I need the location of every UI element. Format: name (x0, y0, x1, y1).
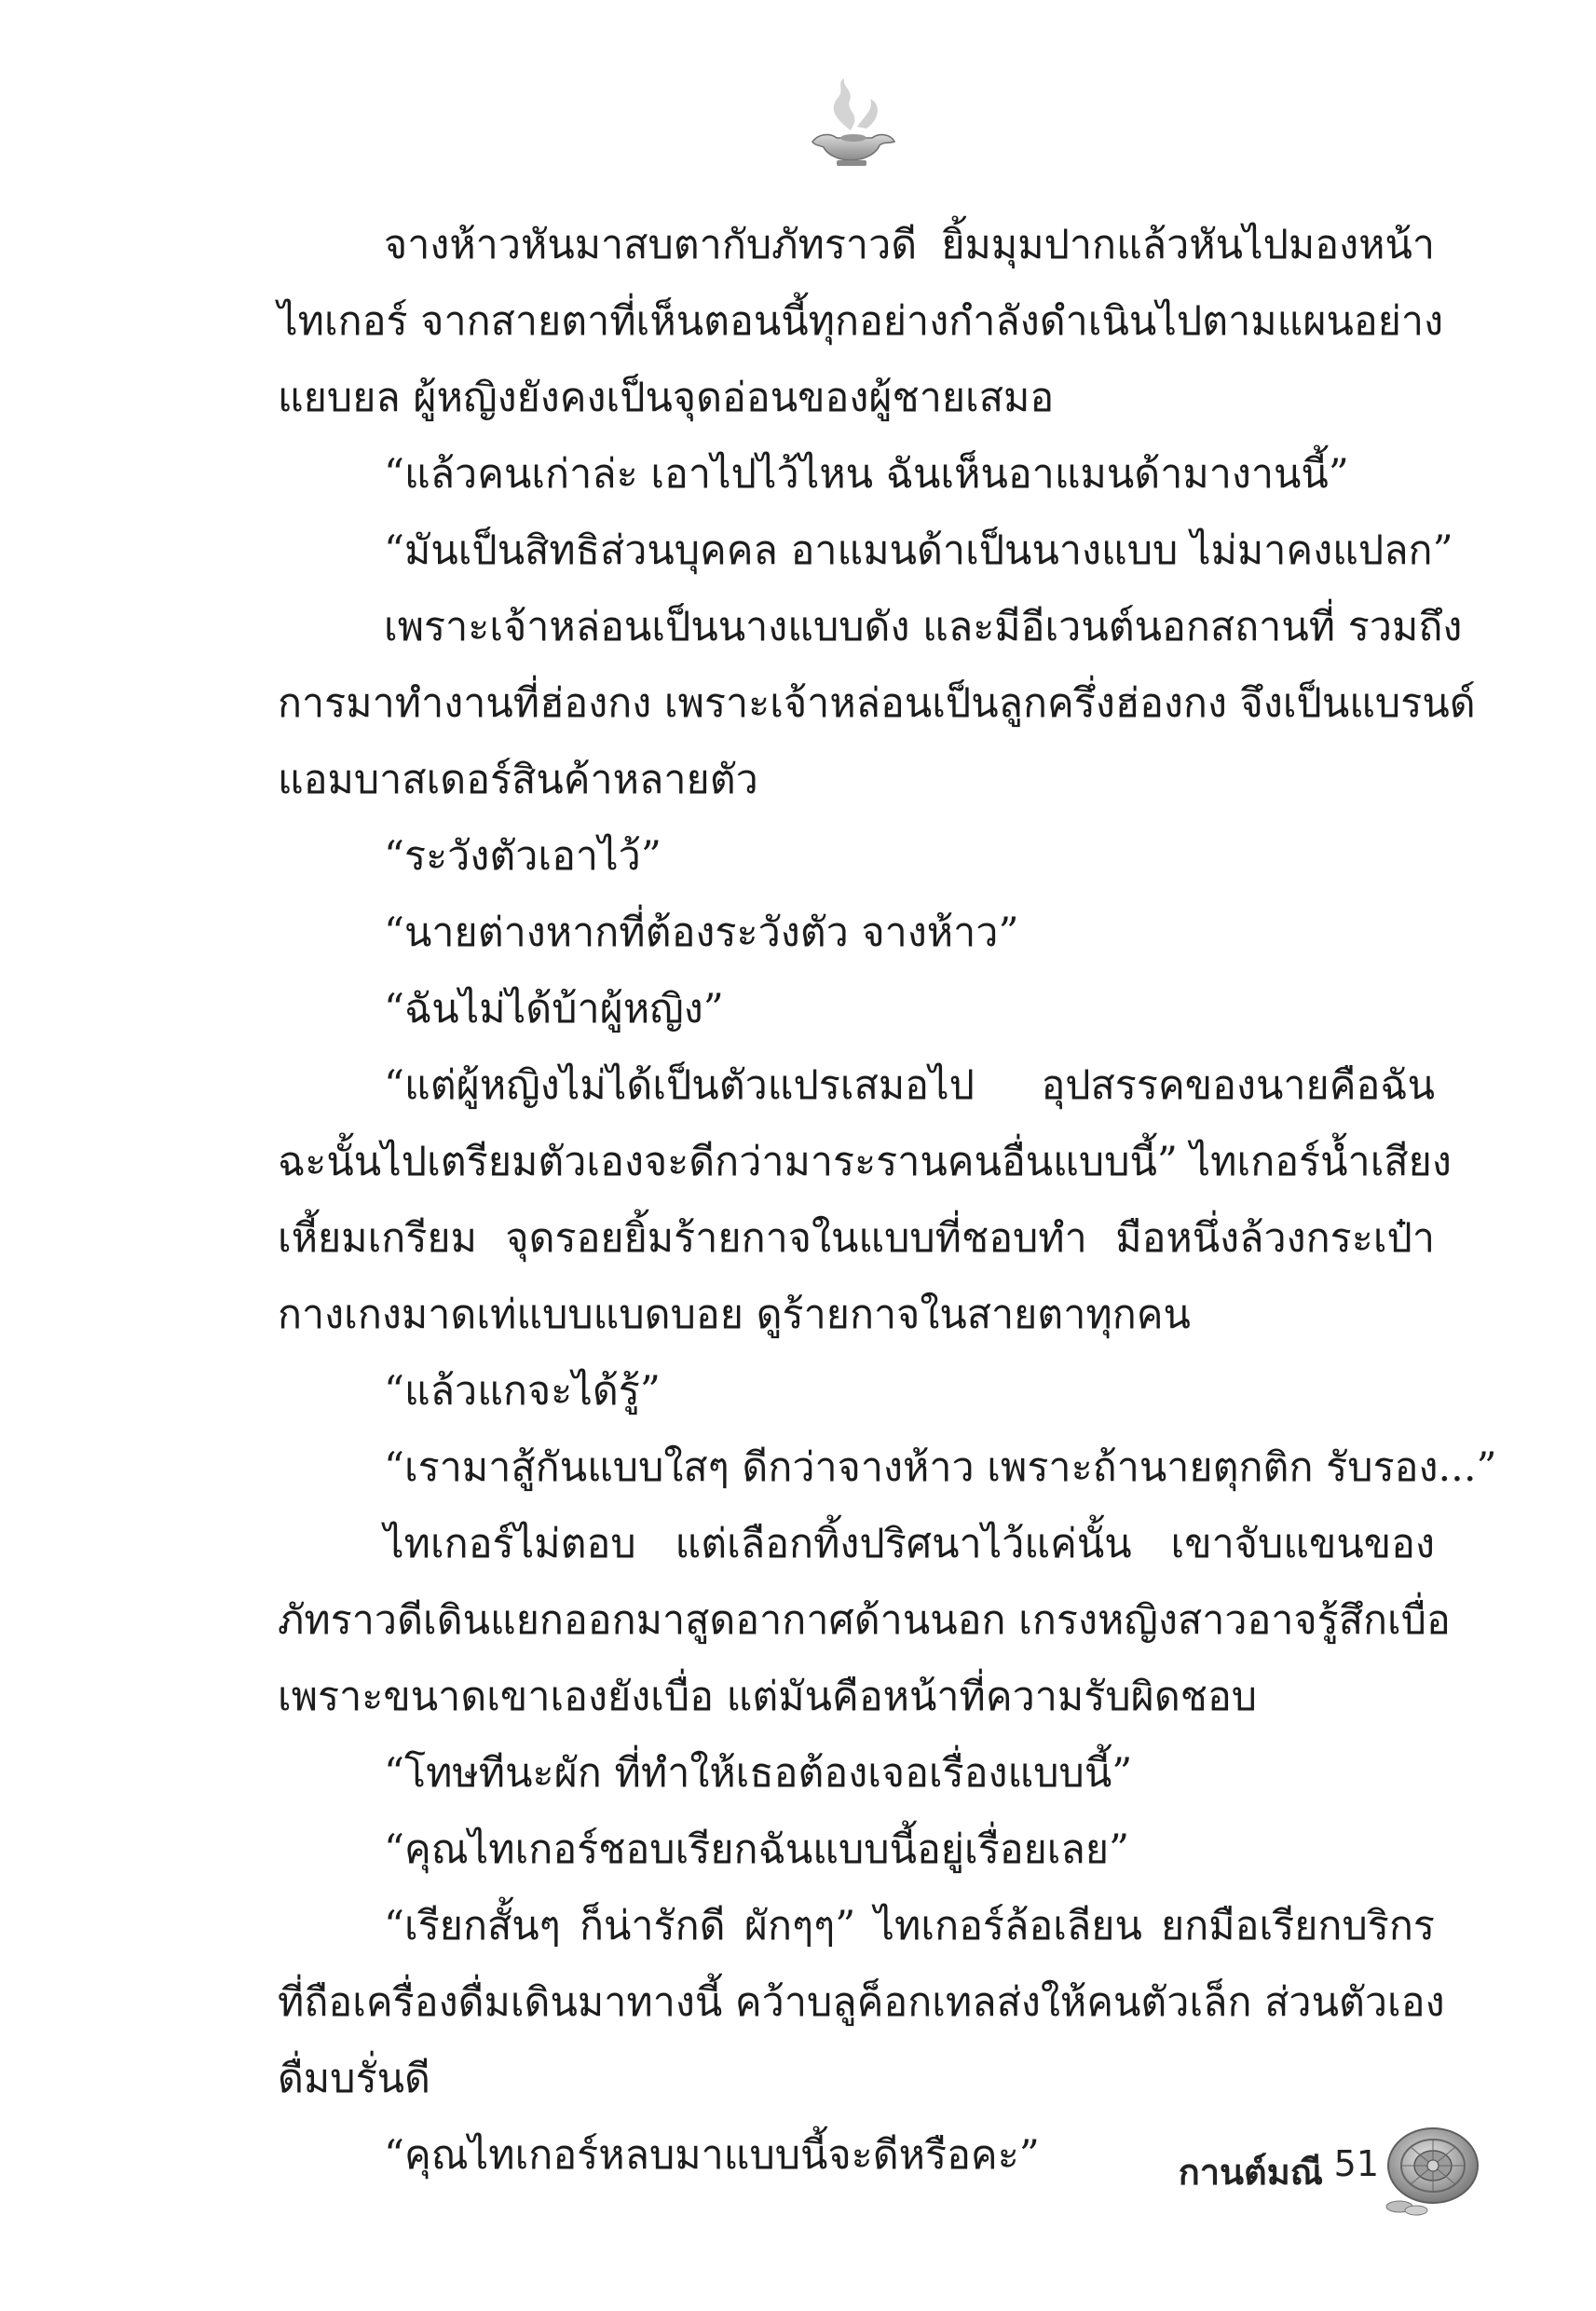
paragraph (278, 1506, 1451, 1735)
text-line: การมาทำงานที่ฮ่องกง เพราะเจ้าหล่อนเป็นลูกครึ่งฮ่องกง จึงเป็นแบรนด์ (278, 680, 1476, 727)
text-line: ภัทราวดีเดินแยกออกมาสูดอากาศด้านนอก เกรงหญิงสาวอาจรู้สึกเบื่อ (278, 1597, 1451, 1644)
author-name: กานต์มณี (1178, 2152, 1323, 2193)
page-number: 51 (1333, 2143, 1379, 2184)
page-footer (988, 2117, 1481, 2248)
text-line: “คุณไทเกอร์หลบมาแบบนี้จะดีหรือคะ” (384, 2132, 1040, 2179)
text-line: “มันเป็นสิทธิส่วนบุคคล อาแมนด้าเป็นนางแบบ ไม่มาคงแปลก” (384, 527, 1453, 574)
paragraph (278, 1429, 1497, 1506)
paragraph (278, 818, 1435, 895)
paragraph (278, 207, 1444, 436)
story-text (278, 207, 1497, 2194)
paragraph (278, 436, 1435, 513)
text-line: กางเกงมาดเท่แบบแบดบอย ดูร้ายกาจในสายตาทุกคน (278, 1292, 1191, 1338)
roulette-wheel-icon (1379, 2117, 1481, 2220)
text-line: “ระวังตัวเอาไว้” (384, 833, 662, 880)
text-line: แอมบาสเดอร์สินค้าหลายตัว (278, 757, 758, 803)
text-line: “ฉันไม่ได้บ้าผู้หญิง” (384, 986, 724, 1032)
text-line: ดื่มบรั่นดี (278, 2056, 430, 2102)
text-line: “แล้วคนเก่าล่ะ เอาไปไว้ไหน ฉันเห็นอาแมนด้ามางานนี้” (384, 451, 1349, 498)
text-line: “เรามาสู้กันแบบใสๆ ดีกว่าจางห้าว เพราะถ้านายตุกติก รับรอง...” (384, 1444, 1497, 1491)
paragraph (278, 1735, 1435, 1812)
text-line: จางห้าวหันมาสบตากับภัทราวดี ยิ้มมุมปากแล้วหันไปมองหน้า (384, 222, 1435, 268)
paragraph (278, 971, 1435, 1047)
text-line: “แต่ผู้หญิงไม่ได้เป็นตัวแปรเสมอไป อุปสรรคของนายคือฉัน (384, 1062, 1435, 1109)
genie-lamp-icon (799, 73, 902, 175)
paragraph (278, 1047, 1452, 1353)
text-line: เพราะเจ้าหล่อนเป็นนางแบบดัง และมีอีเวนต์นอกสถานที่ รวมถึง (384, 604, 1463, 650)
text-line: “โทษทีนะผัก ที่ทำให้เธอต้องเจอเรื่องแบบนี้” (384, 1750, 1133, 1797)
text-line: “คุณไทเกอร์ชอบเรียกฉันแบบนี้อยู่เรื่อยเลย” (384, 1826, 1130, 1873)
paragraph (278, 895, 1435, 971)
text-line: ไทเกอร์ จากสายตาที่เห็นตอนนี้ทุกอย่างกำลังดำเนินไปตามแผนอย่าง (278, 298, 1444, 345)
paragraph (278, 589, 1476, 818)
text-line: “แล้วแกจะได้รู้” (384, 1368, 661, 1415)
paragraph (278, 513, 1453, 589)
text-line: ที่ถือเครื่องดื่มเดินมาทางนี้ คว้าบลูค็อกเทลส่งให้คนตัวเล็ก ส่วนตัวเอง (278, 1979, 1445, 2026)
text-line: ฉะนั้นไปเตรียมตัวเองจะดีกว่ามาระรานคนอื่นแบบนี้” ไทเกอร์น้ำเสียง (278, 1139, 1452, 1185)
text-line: “เรียกสั้นๆ ก็น่ารักดี ผักๆๆ” ไทเกอร์ล้อเลียน ยกมือเรียกบริกร (384, 1903, 1435, 1949)
paragraph (278, 1888, 1445, 2117)
paragraph (278, 1812, 1435, 1888)
text-line: เหี้ยมเกรียม จุดรอยยิ้มร้ายกาจในแบบที่ชอบทำ มือหนึ่งล้วงกระเป๋า (278, 1215, 1435, 1262)
text-line: “นายต่างหากที่ต้องระวังตัว จางห้าว” (384, 909, 1019, 956)
text-line: แยบยล ผู้หญิงยังคงเป็นจุดอ่อนของผู้ชายเสมอ (278, 375, 1055, 421)
paragraph (278, 1353, 1435, 1429)
text-line: ไทเกอร์ไม่ตอบ แต่เลือกทิ้งปริศนาไว้แค่นั้น เขาจับแขนของ (384, 1521, 1435, 1567)
text-line: เพราะขนาดเขาเองยังเบื่อ แต่มันคือหน้าที่ความรับผิดชอบ (278, 1674, 1258, 1720)
